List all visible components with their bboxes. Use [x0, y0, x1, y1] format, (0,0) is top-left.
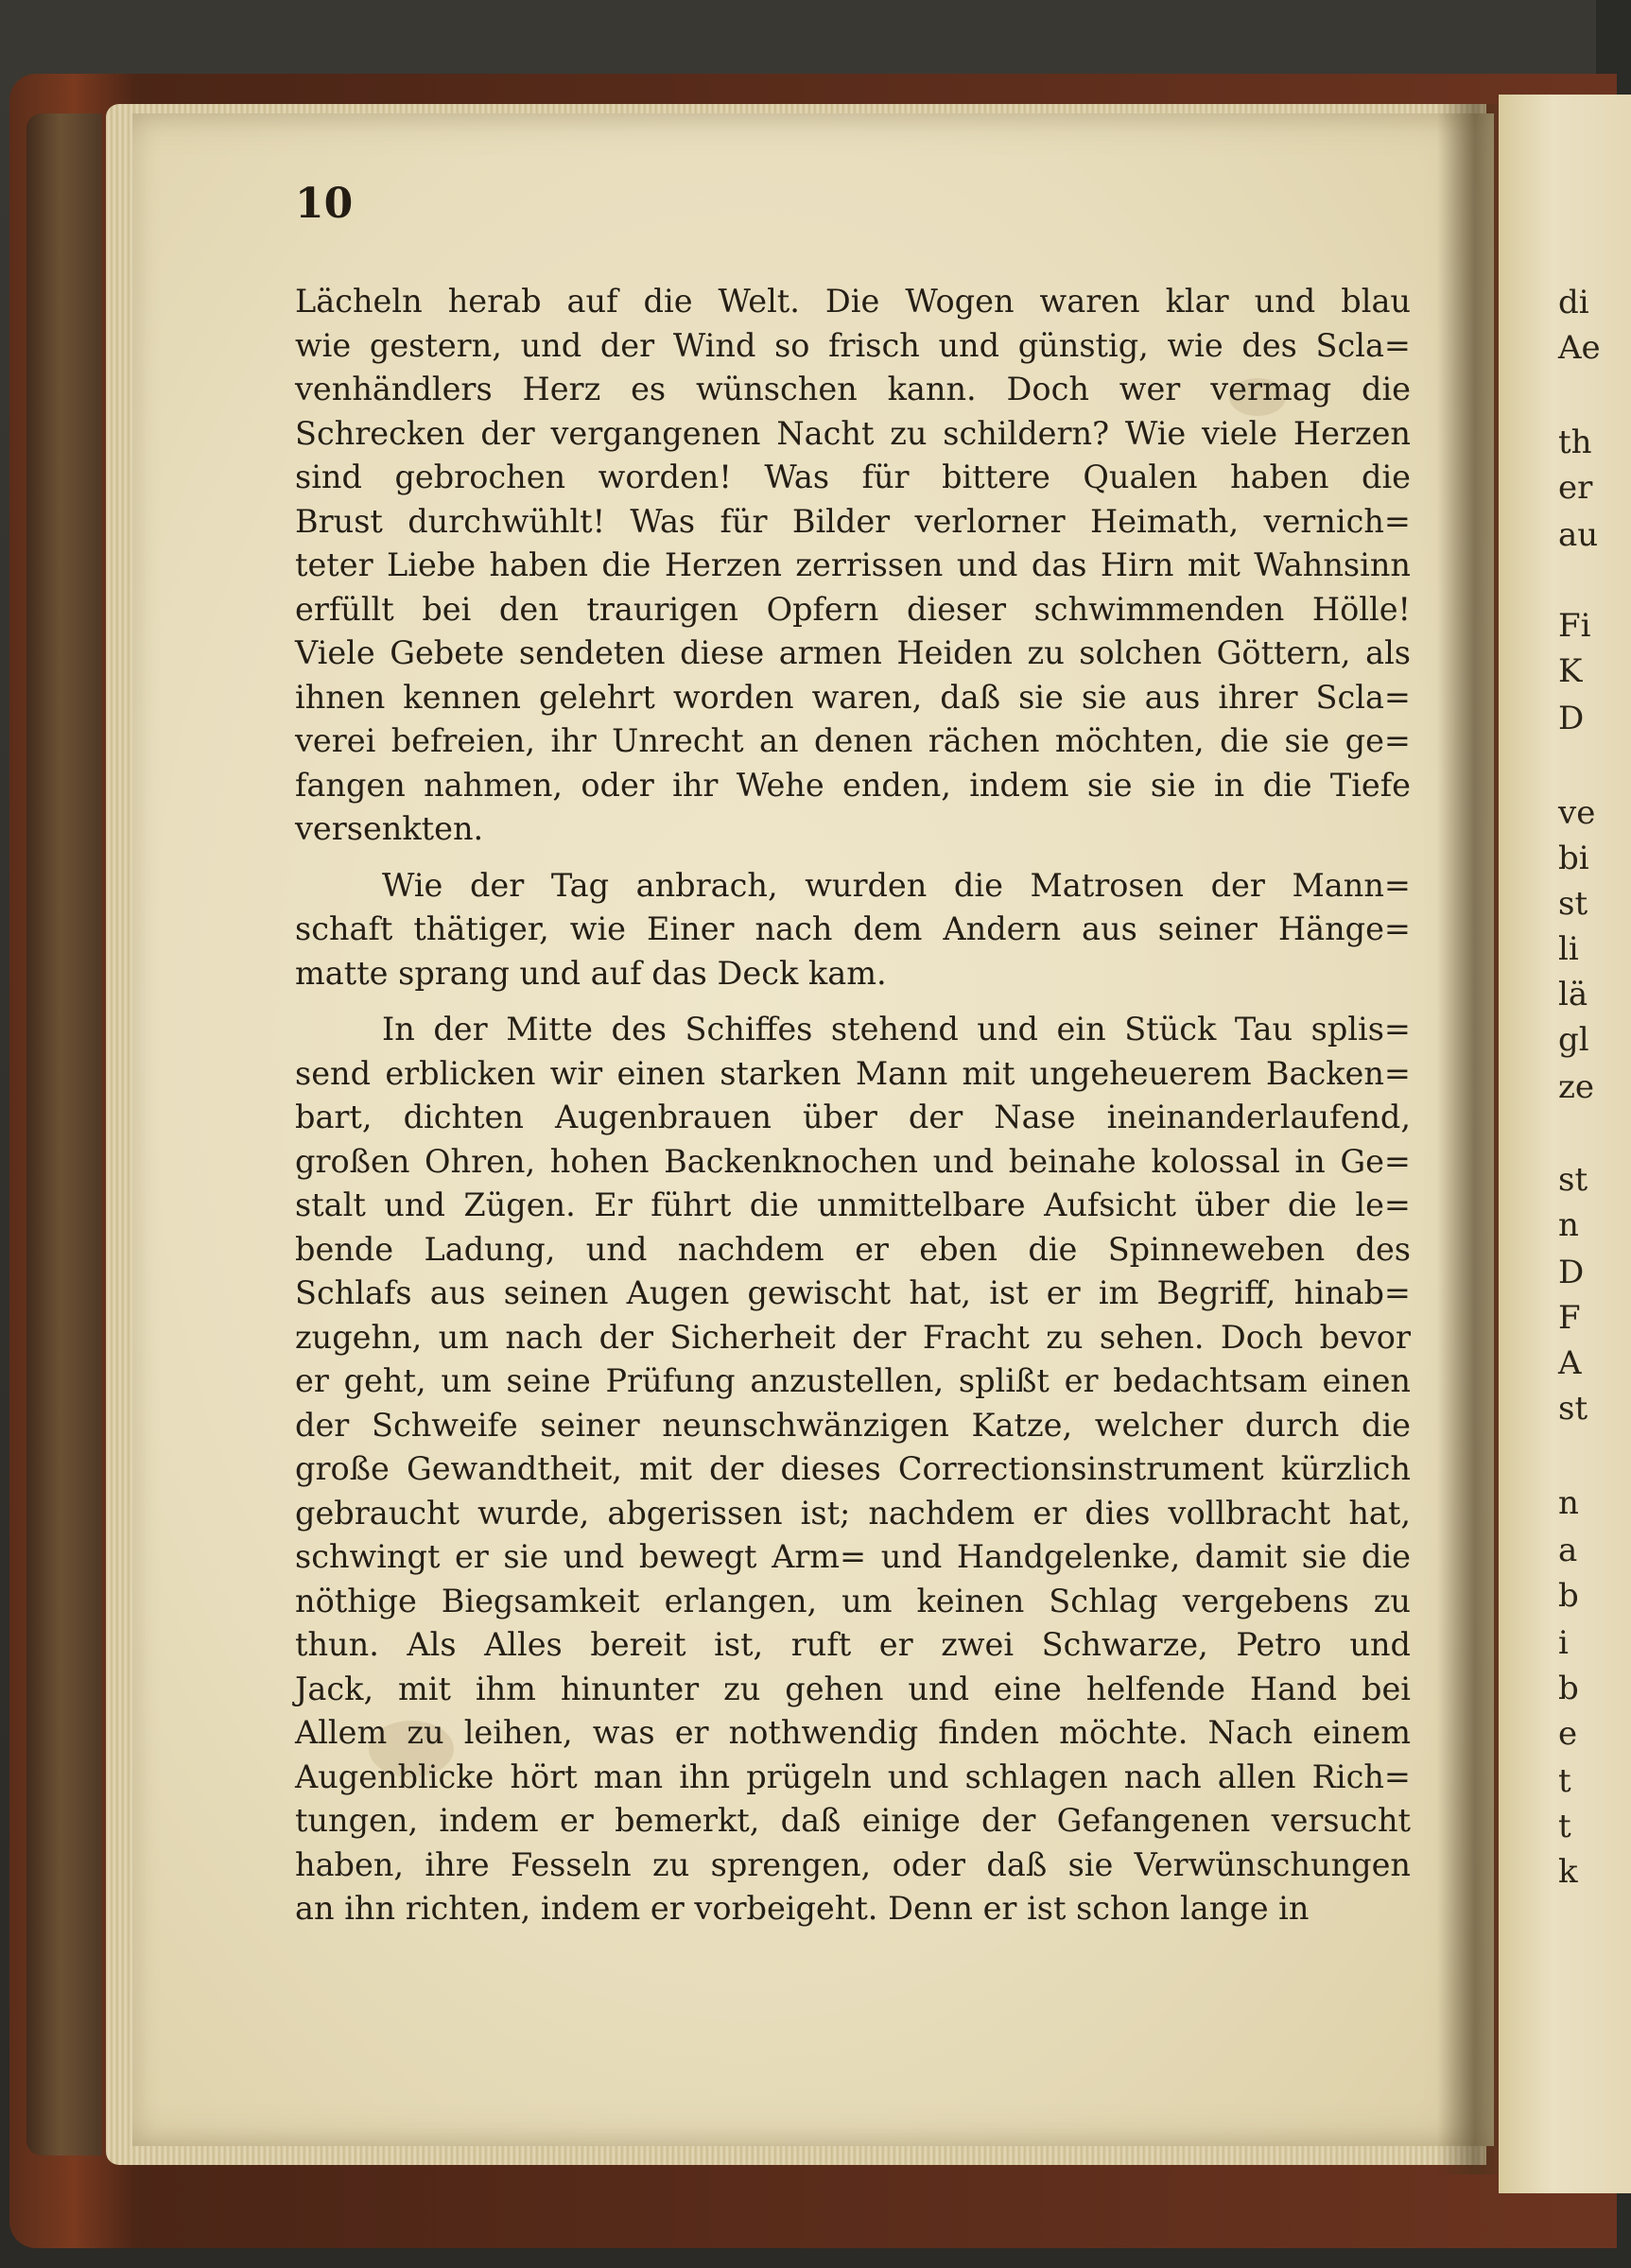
text-line: schwingt er sie und bewegt Arm= und Handgelenke, damit sie die — [295, 1538, 1411, 1575]
facing-text-fragment: K — [1558, 652, 1583, 690]
text-line: stalt und Zügen. Er führt die unmittelbare Aufsicht über die le= — [295, 1186, 1411, 1223]
facing-text-fragment: st — [1558, 1390, 1588, 1428]
facing-text-fragment: k — [1558, 1853, 1578, 1891]
facing-text-fragment: li — [1558, 930, 1579, 968]
facing-text-fragment: ve — [1558, 794, 1596, 832]
facing-text-fragment: th — [1558, 424, 1592, 461]
text-line: Schrecken der vergangenen Nacht zu schildern? Wie viele Herzen — [295, 414, 1411, 452]
text-line: der Schweife seiner neunschwänzigen Katze, welcher durch die — [295, 1406, 1411, 1444]
text-line: schaft thätiger, wie Einer nach dem Andern aus seiner Hänge= — [295, 910, 1411, 947]
facing-text-fragment: e — [1558, 1715, 1578, 1753]
text-line: großen Ohren, hohen Backenknochen und beinahe kolossal in Ge= — [295, 1142, 1411, 1180]
paragraph — [295, 1008, 1411, 1931]
text-line: er geht, um seine Prüfung anzustellen, splißt er bedachtsam einen — [295, 1362, 1411, 1399]
text-line: Augenblicke hört man ihn prügeln und schlagen nach allen Rich= — [295, 1757, 1411, 1795]
facing-text-fragment: er — [1558, 469, 1593, 507]
text-line: an ihn richten, indem er vorbeigeht. Denn er ist schon lange in — [295, 1890, 1310, 1927]
facing-text-fragment: n — [1558, 1206, 1579, 1244]
text-line: große Gewandtheit, mit der dieses Correctionsinstrument kürzlich — [295, 1450, 1411, 1487]
facing-text-fragment: lä — [1558, 976, 1588, 1013]
facing-text-fragment: st — [1558, 1161, 1588, 1199]
facing-text-fragment: F — [1558, 1299, 1581, 1337]
facing-text-fragment: n — [1558, 1484, 1579, 1522]
paragraph — [295, 280, 1411, 852]
text-line: send erblicken wir einen starken Mann mit ungeheuerem Backen= — [295, 1054, 1411, 1092]
page-number: 10 — [295, 180, 354, 228]
text-line: thun. Als Alles bereit ist, ruft er zwei Schwarze, Petro und — [295, 1626, 1411, 1663]
text-line: haben, ihre Fesseln zu sprengen, oder daß sie Verwünschungen — [295, 1845, 1411, 1883]
text-line: Allem zu leihen, was er nothwendig finden möchte. Nach einem — [295, 1714, 1411, 1751]
facing-text-fragment: b — [1558, 1577, 1579, 1615]
text-line: venhändlers Herz es wünschen kann. Doch wer vermag die — [295, 371, 1411, 407]
text-line: Jack, mit ihm hinunter zu gehen und eine helfende Hand bei — [295, 1670, 1411, 1707]
paragraph — [295, 864, 1411, 996]
text-line: Viele Gebete sendeten diese armen Heiden zu solchen Göttern, als — [295, 634, 1411, 671]
text-line: gebraucht wurde, abgerissen ist; nachdem er dies vollbracht hat, — [295, 1494, 1411, 1532]
facing-text-fragment: D — [1558, 1254, 1585, 1291]
text-line: zugehn, um nach der Sicherheit der Fracht zu sehen. Doch bevor — [295, 1318, 1411, 1356]
text-line: nöthige Biegsamkeit erlangen, um keinen Schlag vergebens zu — [295, 1582, 1411, 1619]
text-line: Wie der Tag anbrach, wurden die Matrosen der Mann= — [382, 866, 1411, 904]
facing-text-fragment: t — [1558, 1762, 1571, 1800]
facing-text-fragment: i — [1558, 1624, 1569, 1662]
facing-text-fragment: gl — [1558, 1021, 1589, 1059]
text-line: erfüllt bei den traurigen Opfern dieser schwimmenden Hölle! — [295, 590, 1411, 628]
text-line: ihnen kennen gelehrt worden waren, daß sie sie aus ihrer Scla= — [295, 678, 1411, 716]
facing-text-fragment: t — [1558, 1808, 1571, 1845]
text-line: fangen nahmen, oder ihr Wehe enden, indem sie sie in die Tiefe — [295, 766, 1411, 804]
facing-text-fragment: Fi — [1558, 607, 1591, 645]
text-line: Brust durchwühlt! Was für Bilder verlorner Heimath, vernich= — [295, 502, 1411, 540]
text-line: matte sprang und auf das Deck kam. — [295, 954, 887, 992]
facing-text-fragment: A — [1558, 1344, 1582, 1382]
facing-text-fragment: ze — [1558, 1068, 1595, 1106]
facing-text-fragment: b — [1558, 1670, 1579, 1707]
facing-text-fragment: bi — [1558, 840, 1589, 877]
text-line: versenkten. — [295, 810, 484, 847]
text-line: wie gestern, und der Wind so frisch und günstig, wie des Scla= — [295, 326, 1411, 364]
paragraph-gap — [295, 852, 1411, 864]
facing-text-fragment: st — [1558, 885, 1588, 923]
body-text — [295, 280, 1411, 1931]
text-line: Lächeln herab auf die Welt. Die Wogen waren klar und blau — [295, 283, 1411, 320]
facing-text-fragment: di — [1558, 284, 1589, 321]
facing-text-fragment: Ae — [1558, 329, 1601, 367]
paragraph-gap — [295, 995, 1411, 1008]
text-line: tungen, indem er bemerkt, daß einige der Gefangenen versucht — [295, 1802, 1411, 1839]
cover-edge — [26, 113, 102, 2155]
facing-text-fragment: au — [1558, 516, 1599, 554]
text-line: sind gebrochen worden! Was für bittere Qualen haben die — [295, 459, 1411, 495]
facing-text-fragment: a — [1558, 1532, 1578, 1569]
text-line: bende Ladung, und nachdem er eben die Spinneweben des — [295, 1230, 1411, 1268]
text-line: teter Liebe haben die Herzen zerrissen und das Hirn mit Wahnsinn — [295, 546, 1411, 583]
text-line: Schlafs aus seinen Augen gewischt hat, ist er im Begriff, hinab= — [295, 1274, 1411, 1311]
text-line: verei befreien, ihr Unrecht an denen rächen möchten, die sie ge= — [295, 722, 1411, 759]
text-line: bart, dichten Augenbrauen über der Nase ineinanderlaufend, — [295, 1099, 1411, 1135]
facing-text-fragment: D — [1558, 700, 1585, 737]
text-line: In der Mitte des Schiffes stehend und ein Stück Tau splis= — [382, 1011, 1411, 1047]
